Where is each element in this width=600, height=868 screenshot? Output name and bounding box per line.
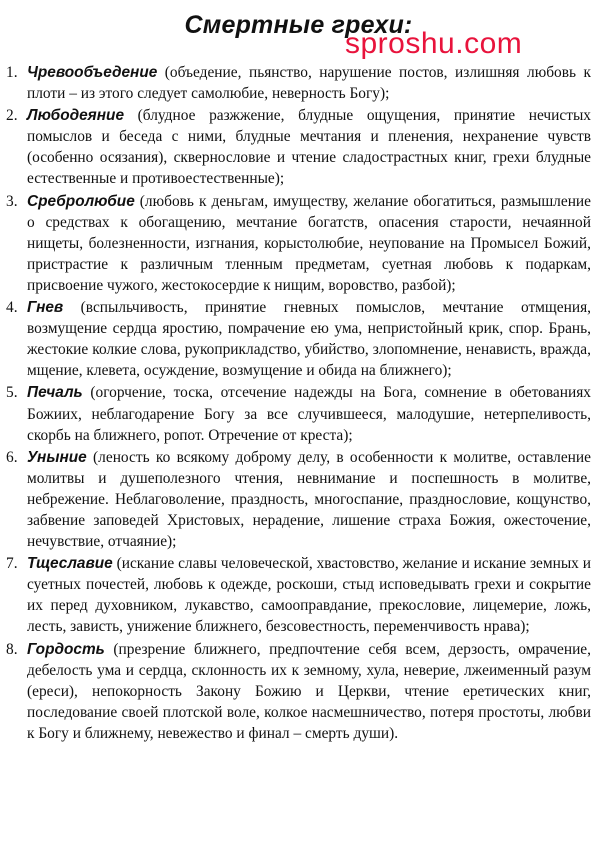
sin-name: Любодеяние bbox=[27, 107, 125, 125]
sin-item-6 bbox=[6, 447, 591, 552]
sin-description: (огорчение, тоска, отсечение надежды на Бога, сомнение в обетованиях Божиих, неблагодарение Богу за все случившееся, малодушие, нетерпеливость, скорбь на ближнего, ропот. Отречение от креста); bbox=[27, 384, 591, 444]
sins-list bbox=[6, 62, 591, 744]
sin-name: Уныние bbox=[27, 448, 87, 466]
sin-item-1 bbox=[6, 62, 591, 104]
sin-name: Сребролюбие bbox=[27, 192, 135, 210]
sin-description: (вспыльчивость, принятие гневных помыслов, мечтание отмщения, возмущение сердца яростию, помрачение ею ума, непристойный крик, спор. Брань, жестокие колкие слова, рукоприкладство, убийство, злопомнение, ненависть, вражда, мщение, клевета, осуждение, возмущение и обида на ближнего); bbox=[27, 299, 591, 380]
sin-number: 5. bbox=[6, 384, 18, 402]
sin-number: 1. bbox=[6, 64, 18, 81]
sin-number: 6. bbox=[6, 448, 18, 466]
sin-description: (презрение ближнего, предпочтение себя всем, дерзость, омрачение, дебелость ума и сердца, склонность их к земному, хула, неверие, лжеименный разум (ереси), непокорность Закону Божию и Церкви, чтение еретических книг, последование своей плотской воле, колкое насмешничество, потеря простоты, любви к Богу и ближнему, невежество и финал – смерть души). bbox=[27, 640, 591, 742]
sin-item-3 bbox=[6, 191, 591, 296]
sin-name: Тщеславие bbox=[27, 555, 113, 573]
sin-description: (искание славы человеческой, хвастовство, желание и искание земных и суетных почестей, любовь к одежде, роскоши, стыд исповедывать грехи и сокрытие их перед духовником, лукавство, самооправдание, прекословие, лицемерие, ложь, лесть, зависть, унижение ближнего, безсовестность, переменчивость нрава); bbox=[27, 555, 591, 636]
page-title: Смертные грехи: bbox=[184, 11, 413, 39]
sin-item-4 bbox=[6, 297, 591, 381]
sin-description: (любовь к деньгам, имуществу, желание обогатиться, размышление о средствах к обогащению, мечтание богатств, опасения старости, нечаянной нищеты, болезненности, изгнания, корыстолюбие, неупование на Промысел Божий, пристрастие к различным тленным предметам, суетная любовь к подаркам, присвоение чужого, жестокосердие к нищим, воровство, разбой); bbox=[27, 192, 591, 294]
sin-description: (леность ко всякому доброму делу, в особенности к молитве, оставление молитвы и душеполезного чтения, невнимание и поспешность в молитве, небрежение. Неблаговоление, праздность, многоспание, празднословие, кощунство, забвение заповедей Христовых, нерадение, лишение страха Божия, ожесточение, нечувствие, отчаяние); bbox=[27, 448, 591, 551]
sin-item-8 bbox=[6, 639, 591, 744]
watermark: sproshu.com bbox=[345, 27, 523, 60]
sin-number: 8. bbox=[6, 640, 18, 658]
sin-name: Гнев bbox=[27, 299, 64, 317]
sin-number: 4. bbox=[6, 299, 18, 317]
sin-number: 7. bbox=[6, 555, 18, 573]
sin-description: (блудное разжжение, блудные ощущения, принятие нечистых помыслов и беседа с ними, блудные мечтания и пленения, нехранение чувств (особенно осязания), сквернословие и чтение сладострастных книг, грехи блудные естественные и противоестественные); bbox=[27, 107, 591, 188]
sin-item-2 bbox=[6, 105, 591, 189]
sin-name: Печаль bbox=[27, 384, 83, 402]
sin-description: (объедение, пьянство, нарушение постов, излишняя любовь к плоти – из этого следует самолюбие, неверность Богу); bbox=[27, 64, 591, 103]
sin-number: 3. bbox=[6, 192, 18, 210]
sin-number: 2. bbox=[6, 107, 18, 125]
sin-name: Чревообъедение bbox=[27, 64, 158, 81]
sin-name: Гордость bbox=[27, 640, 105, 658]
sin-item-7 bbox=[6, 553, 591, 637]
sin-item-5 bbox=[6, 382, 591, 445]
